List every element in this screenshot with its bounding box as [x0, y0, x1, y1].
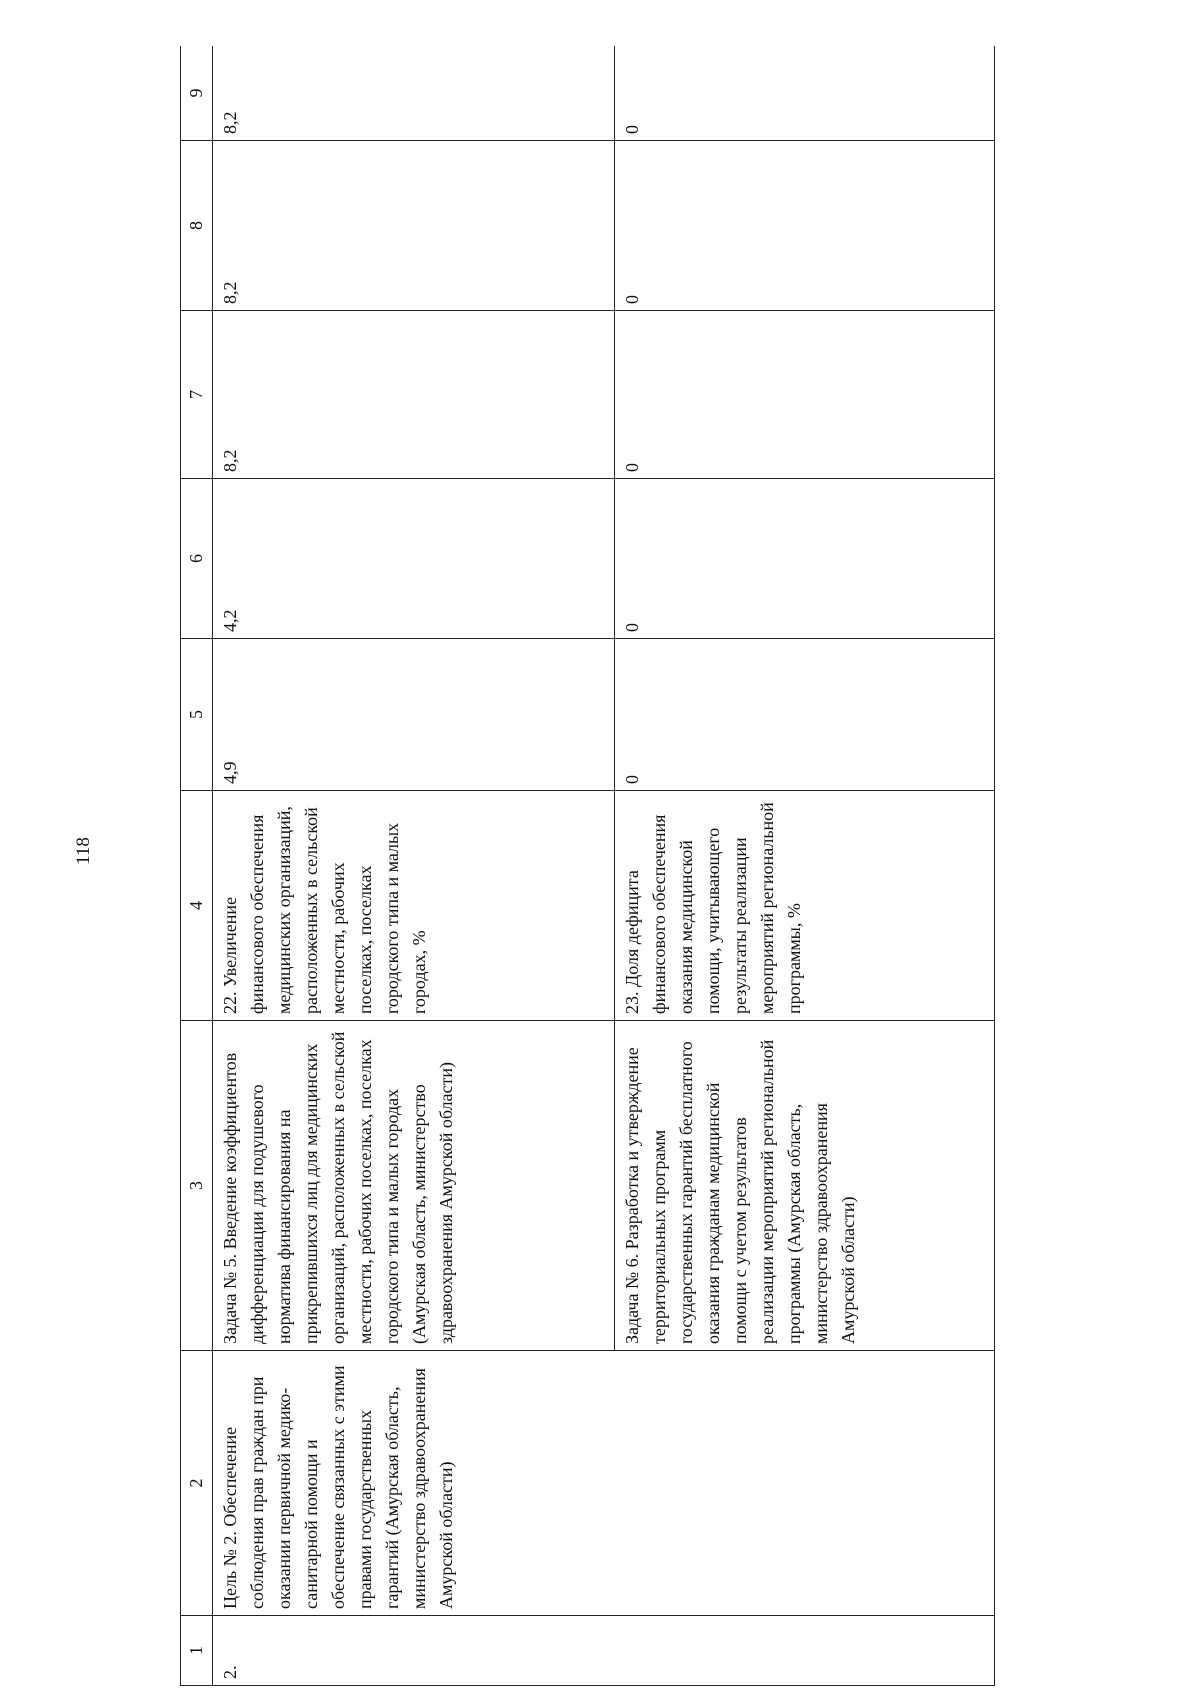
header-col-2: 2 — [181, 1351, 213, 1616]
value-cell-col-8: 0 — [615, 141, 995, 311]
value-cell-col-6: 0 — [615, 479, 995, 639]
header-col-4: 4 — [181, 791, 213, 1021]
header-row — [181, 46, 213, 1686]
value-cell-col-9: 0 — [615, 46, 995, 141]
rotated-page-content — [180, 46, 995, 1686]
value-cell-col-5: 4,9 — [213, 639, 615, 791]
header-col-9: 9 — [181, 46, 213, 141]
indicator-cell: 22. Увеличение финансового обеспечения медицинских организаций, расположенных в сельской местности, рабочих поселках, поселках городского типа и малых городах, % — [213, 791, 615, 1021]
value-cell-col-7: 8,2 — [213, 311, 615, 479]
header-col-6: 6 — [181, 479, 213, 639]
task-cell: Задача № 5. Введение коэффициентов дифференциации для подушевого норматива финансирования на прикрепившихся лиц для медицинских организаций, расположенных в сельской местности, рабочих поселках, поселках городского типа и малых городах (Амурская область, министерство здравоохранения Амурской области) — [213, 1021, 615, 1351]
value-cell-col-8: 8,2 — [213, 141, 615, 311]
goal-cell: Цель № 2. Обеспечение соблюдения прав граждан при оказании первичной медико-санитарной помощи и обеспечение связанных с этими правами государственных гарантий (Амурская область, министерство здравоохранения Амурской области) — [213, 1351, 995, 1616]
value-cell-col-7: 0 — [615, 311, 995, 479]
header-col-8: 8 — [181, 141, 213, 311]
header-col-3: 3 — [181, 1021, 213, 1351]
header-col-1: 1 — [181, 1616, 213, 1686]
indicator-cell: 23. Доля дефицита финансового обеспечения оказания медицинской помощи, учитывающего результаты реализации мероприятий региональной программы, % — [615, 791, 995, 1021]
table-container — [180, 46, 995, 1686]
task-cell: Задача № 6. Разработка и утверждение территориальных программ государственных гарантий бесплатного оказания гражданам медицинской помощи с учетом результатов реализации мероприятий региональной программы (Амурская область, министерство здравоохранения Амурской области) — [615, 1021, 995, 1351]
header-col-5: 5 — [181, 639, 213, 791]
row-number: 2. — [213, 1616, 995, 1686]
header-col-7: 7 — [181, 311, 213, 479]
table-row — [213, 46, 615, 1686]
value-cell-col-6: 4,2 — [213, 479, 615, 639]
value-cell-col-9: 8,2 — [213, 46, 615, 141]
indicators-table — [180, 46, 995, 1686]
value-cell-col-5: 0 — [615, 639, 995, 791]
page-number: 118 — [73, 837, 94, 865]
